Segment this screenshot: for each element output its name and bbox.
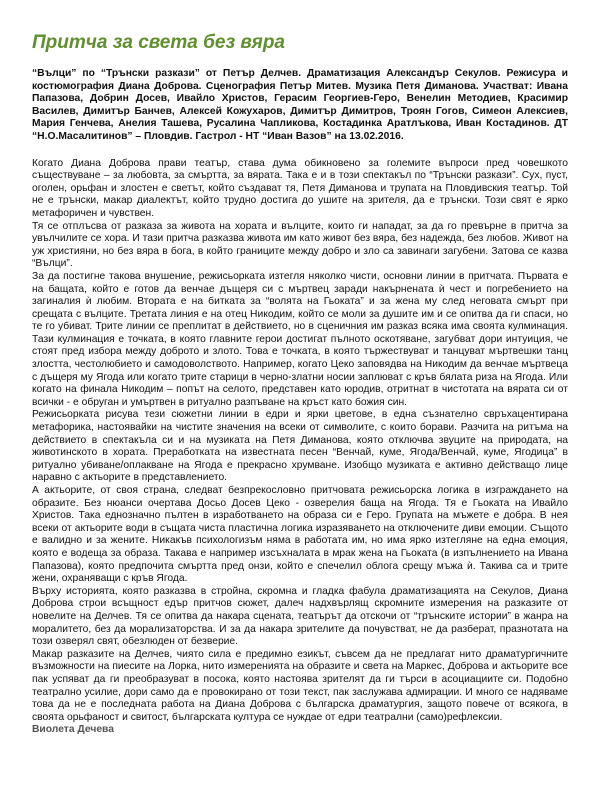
paragraph-2: Тя се отплъсва от разказа за живота на хората и вълците, които ги нападат, за да го превърне в притча за увълчилите се хора. И тази притча разказва живота им като живот без вяра, без надежда, без любов. Живот на уж християни, но без вяра в бога, в който границите между добро и зло са завинаги загубени. Затова се казва “Вълци”. <box>32 220 568 270</box>
paragraph-5: А актьорите, от своя страна, следват безпрекословно притчовата режисьорска логика в изграждането на образите. Без нюанси очертава Досьо Досев Цеко - озверелия баща на Ягода. Тя е Гьоката на Ивайло Христов. Така еднозначно пълтен в изработването на образа си е Геро. Групата на мъжете е добра. В нея всеки от актьорите води в същата чиста пластична логика изразяването на отключените диви емоции. Същото е валидно и за жените. Никакъв психологизъм няма в работата им, но има ярко изтегляне на една емоция, която е водеща за образа. Такава е например изсъхналата в мрак жена на Гьоката (в изпълнението на Ивана Папазова), която предпочита смъртта пред онзи, който е спечелил облога срещу мъжа ѝ. Такива са и трите жени, охраняващи с кръв Ягода. <box>32 485 568 585</box>
author-signature: Виолета Дечева <box>32 724 114 736</box>
paragraph-1: Когато Диана Доброва прави театър, става дума обикновено за големите въпроси пред човешкото съществуване – за любовта, за смъртта, за вярата. Така е и в този спектакъл по “Трънски разкази”. Сух, пуст, оголен, орьфан и злостен е светът, който създават тя, Петя Диманова и трупата на Пловдивския театър. Той не е трънски, макар диалектът, който трудно достига до ушите на зрителя, да е трънски. Този свят е ярко метафоричен и чувствен. <box>32 157 568 219</box>
production-credits: “Вълци” по “Трънски разкази” от Петър Делчев. Драматизация Александър Секулов. Режисура и костюмография Диана Доброва. Сценография Петър Митев. Музика Петя Диманова. Участват: Ивана Папазова, Добрин Досев, Ивайло Христов, Герасим Георгиев-Геро, Венелин Методиев, Красимир Василев, Димитър Банчев, Алексей Кожухаров, Димитър Димитров, Троян Гогов, Симеон Алексиев, Мария Генчева, Анелия Ташева, Русалина Чапликова, Костадинка Аратлъкова, Иван Костадинов. ДТ “Н.О.Масалитинов” – Пловдив. Гастрол - НТ “Иван Вазов” на 13.02.2016. <box>32 68 568 142</box>
paragraph-4: Режисьорката рисува тези сюжетни линии в едри и ярки цветове, в една съзнателно свръхацентирана метафорика, настоявайки на чистите значения на всеки от символите, с които борави. Разчита на ритъма на действието в спектакъла си и на музиката на Петя Диманова, която отключва звуците на природата, на животинското в хората. Преработката на известната песен “Венчай, куме, Ягода/Венчай, куме, Ягодица” в ритуално убиване/оплакване на Ягода е прекрасно хрумване. Изобщо музиката е активно действащо лице наравно с актьорите в представлението. <box>32 409 568 484</box>
paragraph-3: За да постигне такова внушение, режисьорката изтегля няколко чисти, основни линии в притчата. Първата е на бащата, който е готов да венчае дъщеря си с мъртвец заради накърнената ѝ чест и погребението на загиналия ѝ любим. Втората е на битката за “волята на Гьоката” и за жена му след неговата смърт при срещата с вълците. Третата линия е на отец Никодим, който се моли за душите им и се опитва да ги спаси, но те го убиват. Трите линии се преплитат в действието, но в сценичния им разказ всяка има своята кулминация. Тази кулминация е точката, в която главните герои достигат пълното оскотяване, загубват дори интуиция, че стоят пред избора между доброто и злото. Това е точката, в която тържествуват и танцуват мъртвешки танц злостта, честолюбието и самодоволството. Например, когато Цеко заповядва на Никодим да венчае мъртвеца с дъщеря му Ягода или когато трите старици в черно-златни носии заплюват с кръв бялата риза на Ягода. Или когато на финала Никодим – попът на селото, представен като юродив, отритнат в чистотата на вярата си от всички - е обруган и умъртвен в ритуално разпъване на кръст като божия син. <box>32 270 568 408</box>
article-title: Притча за света без вяра <box>32 32 286 53</box>
paragraph-6: Върху историята, която разказва в стройна, скромна и гладка фабула драматизацията на Секулов, Диана Доброва строи всъщност едър притчов сюжет, далеч надхвърлящ скромните измерения на разказите от новелите на Делчев. Тя се опитва да накара сцената, театърът да отскочи от “трънските истории” в жанра на моралитето, без да морализаторства. И за да накара зрителите да почувстват, не да разберат, празнотата на този озверял свят, обезлюден от безверие. <box>32 585 568 648</box>
paragraph-7: Макар разказите на Делчев, чиято сила е предимно езикът, съвсем да не предлагат нито драматургичните възможности на пиесите на Лорка, нито измеренията на образите и света на Маркес, Доброва и актьорите все пак успяват да ги преобразуват в посока, която настоява зрителят да ги търси в асоциациите си. Подобно театрално усилие, дори само да е провокирано от този текст, пак заслужава адмирации. И много се надяваме това да не е последната работа на Диана Доброва с българска драматургия, защото повече от всякога, в своята орьфаност и свитост, българската култура се нуждае от едри театрални (само)рефлексии. <box>32 648 568 723</box>
